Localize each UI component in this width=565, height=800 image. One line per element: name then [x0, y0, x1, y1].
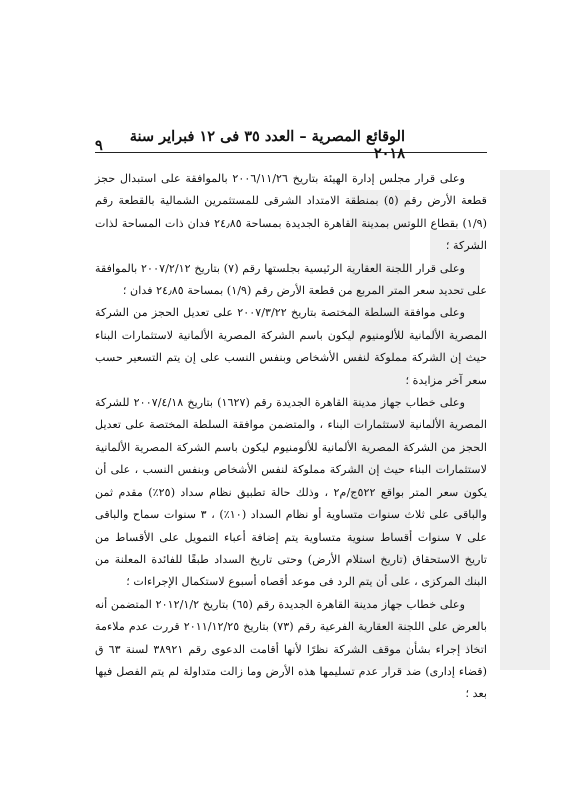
- document-body: [95, 168, 487, 706]
- header-divider: [95, 152, 487, 153]
- paragraph: وعلى موافقة السلطة المختصة بتاريخ ٢٠٠٧/٣/٢٢ على تعديل الحجز من الشركة المصرية الألمانية للألومنيوم ليكون باسم الشركة المصرية الألمانية لاستثمارات البناء حيث إن الشركة مملوكة لنفس الأشخاص وبنفس النسب على إن يتم التسعير حسب سعر آخر مزايدة ؛: [95, 306, 487, 387]
- page-header: [95, 128, 405, 162]
- paragraph: وعلى قرار اللجنة العقارية الرئيسية بجلستها رقم (٧) بتاريخ ٢٠٠٧/٢/١٢ بالموافقة على تحديد سعر المتر المربع من قطعة الأرض رقم (١/٩) بمساحة ٢٤٫٨٥ فدان ؛: [95, 261, 487, 298]
- paragraph: وعلى خطاب جهاز مدينة القاهرة الجديدة رقم (٦٥) بتاريخ ٢٠١٢/١/٢ المتضمن أنه بالعرض على اللجنة العقارية الفرعية رقم (٧٣) بتاريخ ٢٠١١/١٢/٢٥ قررت عدم ملاءمة اتخاذ إجراء بشأن موقف الشركة نظرًا لأنها أقامت الدعوى رقم ٣٨٩٢١ لسنة ٦٣ ق (قضاء إدارى) ضد قرار عدم تسليمها هذه الأرض وما زالت متداولة لم يتم الفصل فيها بعد ؛: [95, 597, 487, 701]
- publication-title: الوقائع المصرية – العدد ٣٥ فى ١٢ فبراير سنة ٢٠١٨: [129, 128, 405, 162]
- paragraph: وعلى قرار مجلس إدارة الهيئة بتاريخ ٢٠٠٦/١١/٢٦ بالموافقة على استبدال حجز قطعة الأرض رقم (٥) بمنطقة الامتداد الشرقى للمستثمرين الشمالية بالقطعة رقم (١/٩) بقطاع اللوتس بمدينة القاهرة الجديدة بمساحة ٢٤٫٨٥ فدان ذات المساحة لذات الشركة ؛: [95, 172, 487, 253]
- page-number: ٩: [95, 136, 103, 154]
- paragraph: وعلى خطاب جهاز مدينة القاهرة الجديدة رقم (١٦٢٧) بتاريخ ٢٠٠٧/٤/١٨ للشركة المصرية الألمانية لاستثمارات البناء ، والمتضمن موافقة السلطة المختصة على تعديل الحجز من الشركة المصرية الألمانية للألومنيوم ليكون باسم الشركة المصرية الألمانية لاستثمارات البناء حيث إن الشركة مملوكة لنفس الأشخاص وبنفس النسب ، على أن يكون سعر المتر بواقع ٥٢٢ج/م٢ ، وذلك حالة تطبيق نظام سداد (٢٥٪) مقدم ثمن والباقى على ثلاث سنوات متساوية أو نظام السداد (١٠٪) ، ٣ سنوات سماح والباقى على ٧ سنوات أقساط سنوية متساوية يتم إضافة أعباء التمويل على الأقساط من تاريخ الاستحقاق (تاريخ استلام الأرض) وحتى تاريخ السداد طبقًا للفائدة المعلنة من البنك المركزى ، على أن يتم الرد فى موعد أقصاه أسبوع لاستكمال الإجراءات ؛: [95, 396, 488, 589]
